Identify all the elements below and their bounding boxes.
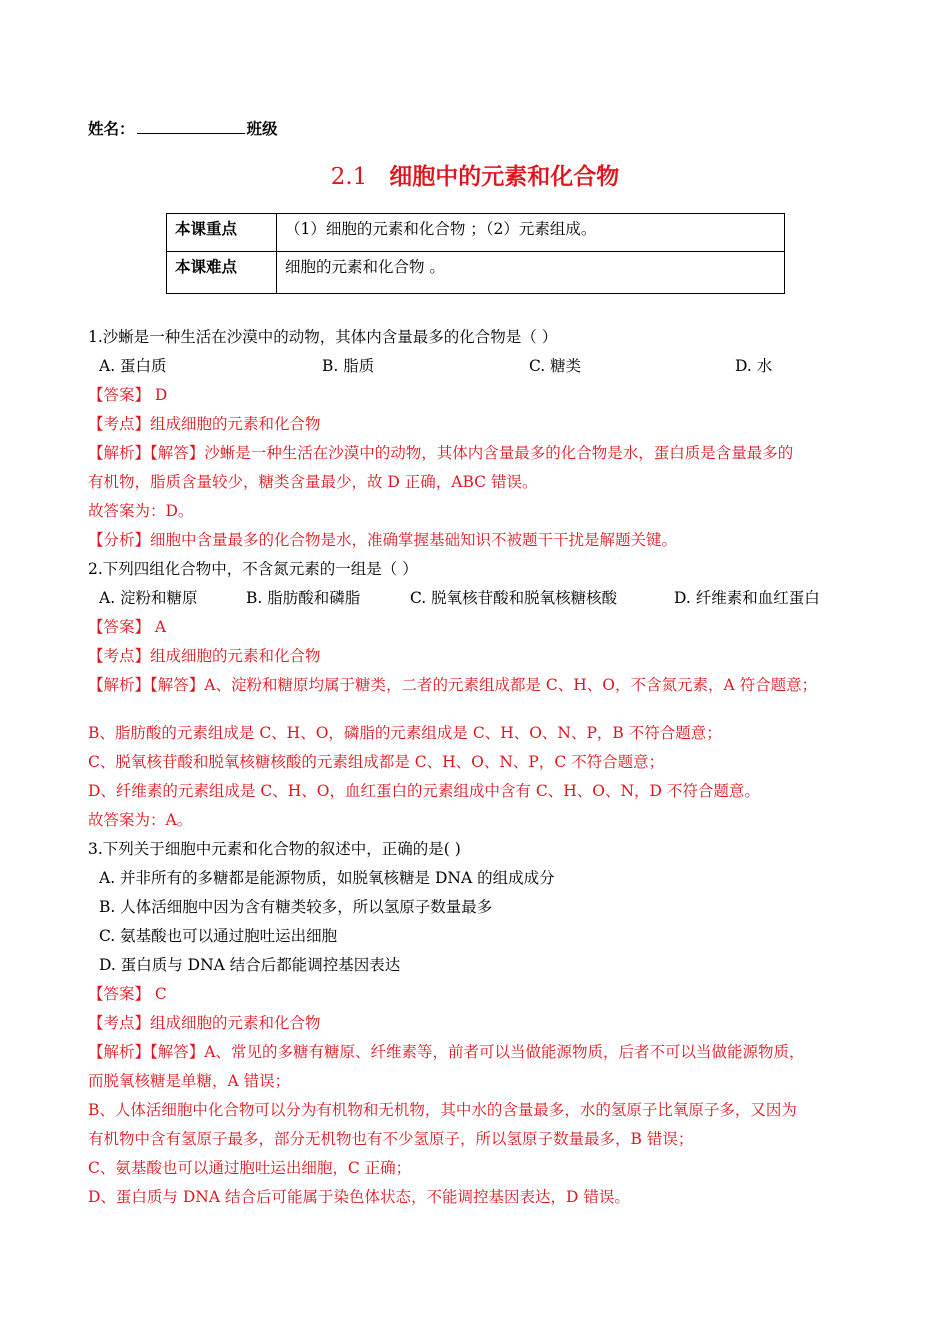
table-row — [167, 252, 785, 294]
q3-option-c: C. 氨基酸也可以通过胞吐运出细胞 — [99, 927, 338, 945]
name-label: 姓名： — [88, 120, 135, 138]
class-label: 班级 — [246, 120, 278, 138]
q3-option-d: D. 蛋白质与 DNA 结合后都能调控基因表达 — [99, 956, 401, 974]
q3-option-b: B. 人体活细胞中因为含有糖类较多，所以氢原子数量最多 — [99, 898, 493, 916]
q1-analysis: 有机物，脂质含量较少，糖类含量最少，故 D 正确，ABC 错误。 — [88, 473, 538, 491]
page-title — [0, 158, 950, 191]
row-content: （1）细胞的元素和化合物 ；（2）元素组成。 — [277, 214, 785, 252]
q1-option-d: D. 水 — [735, 357, 773, 375]
q1-stem: 1.沙蜥是一种生活在沙漠中的动物，其体内含量最多的化合物是（ ） — [88, 328, 558, 346]
q2-option-b: B. 脂肪酸和磷脂 — [246, 589, 361, 607]
q3-analysis: 有机物中含有氢原子最多，部分无机物也有不少氢原子，所以氢原子数量最多，B 错误； — [88, 1130, 694, 1148]
q1-analysis: 故答案为：D。 — [88, 502, 194, 520]
name-blank[interactable] — [137, 119, 245, 134]
q3-stem: 3.下列关于细胞中元素和化合物的叙述中，正确的是( ) — [88, 840, 461, 858]
q1-option-b: B. 脂质 — [322, 357, 375, 375]
q3-answer: 【答案】 C — [88, 985, 167, 1003]
q1-option-c: C. 糖类 — [529, 357, 582, 375]
q1-answer: 【答案】 D — [88, 386, 168, 404]
q3-analysis: C、氨基酸也可以通过胞吐运出细胞，C 正确； — [88, 1159, 412, 1177]
q3-analysis: B、人体活细胞中化合物可以分为有机物和无机物，其中水的含量最多，水的氢原子比氧原子多，又因为 — [88, 1101, 797, 1119]
row-content: 细胞的元素和化合物 。 — [277, 252, 785, 294]
q2-option-d: D. 纤维素和血红蛋白 — [674, 589, 820, 607]
q3-point: 【考点】组成细胞的元素和化合物 — [88, 1014, 321, 1032]
key-points-table — [166, 213, 785, 294]
q2-point: 【考点】组成细胞的元素和化合物 — [88, 647, 321, 665]
q1-option-a: A. 蛋白质 — [99, 357, 167, 375]
q2-analysis: 故答案为：A。 — [88, 811, 193, 829]
q3-analysis: 而脱氧核糖是单糖，A 错误； — [88, 1072, 291, 1090]
q2-analysis: B、脂肪酸的元素组成是 C、H、O，磷脂的元素组成是 C、H、O、N、P，B 不符合题意； — [88, 724, 722, 742]
q1-analysis: 【分析】细胞中含量最多的化合物是水，准确掌握基础知识不被题干干扰是解题关键。 — [88, 531, 678, 549]
q1-analysis: 【解析】【解答】沙蜥是一种生活在沙漠中的动物，其体内含量最多的化合物是水，蛋白质是含量最多的 — [88, 444, 794, 462]
q2-option-c: C. 脱氧核苷酸和脱氧核糖核酸 — [410, 589, 618, 607]
table-row — [167, 214, 785, 252]
q2-stem: 2.下列四组化合物中，不含氮元素的一组是（ ） — [88, 560, 418, 578]
q2-analysis: 【解析】【解答】A、淀粉和糖原均属于糖类，二者的元素组成都是 C、H、O，不含氮元素，A 符合题意； — [88, 676, 818, 694]
title-text: 细胞中的元素和化合物 — [389, 164, 620, 190]
row-label: 本课重点 — [167, 214, 277, 252]
q1-point: 【考点】组成细胞的元素和化合物 — [88, 415, 321, 433]
q2-answer: 【答案】 A — [88, 618, 167, 636]
q3-analysis: 【解析】【解答】A、常见的多糖有糖原、纤维素等，前者可以当做能源物质，后者不可以当做能源物质， — [88, 1043, 805, 1061]
q2-analysis: C、脱氧核苷酸和脱氧核糖核酸的元素组成都是 C、H、O、N、P，C 不符合题意； — [88, 753, 665, 771]
name-class-line — [88, 117, 278, 139]
q2-analysis: D、纤维素的元素组成是 C、H、O，血红蛋白的元素组成中含有 C、H、O、N，D 不符合题意。 — [88, 782, 760, 800]
q3-analysis: D、蛋白质与 DNA 结合后可能属于染色体状态，不能调控基因表达，D 错误。 — [88, 1188, 630, 1206]
row-label: 本课难点 — [167, 252, 277, 294]
q3-option-a: A. 并非所有的多糖都是能源物质，如脱氧核糖是 DNA 的组成成分 — [99, 869, 555, 887]
q2-option-a: A. 淀粉和糖原 — [99, 589, 198, 607]
title-number: 2.1 — [330, 164, 368, 190]
